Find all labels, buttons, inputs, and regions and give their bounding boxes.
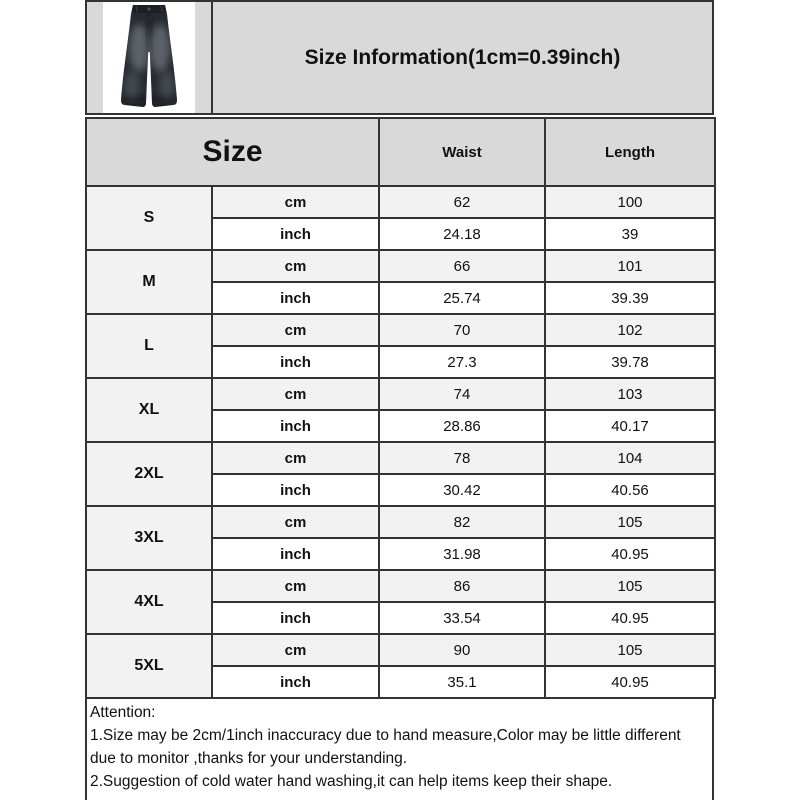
waist-inch-value: 25.74: [379, 282, 545, 314]
unit-inch-label: inch: [212, 474, 379, 506]
size-row-cm-XL: [86, 378, 715, 410]
length-cm-value: 105: [545, 570, 715, 602]
unit-inch-label: inch: [212, 410, 379, 442]
product-photo-cell: [87, 2, 213, 113]
title-cell: [213, 2, 712, 113]
size-row-cm-5XL: [86, 634, 715, 666]
size-chart-sheet: [85, 0, 714, 800]
waist-cm-value: 66: [379, 250, 545, 282]
length-inch-value: 40.95: [545, 538, 715, 570]
length-cm-value: 105: [545, 506, 715, 538]
size-label-4XL: 4XL: [86, 570, 212, 634]
length-cm-value: 103: [545, 378, 715, 410]
unit-cm-label: cm: [212, 506, 379, 538]
unit-cm-label: cm: [212, 186, 379, 218]
length-cm-value: 102: [545, 314, 715, 346]
length-inch-value: 40.56: [545, 474, 715, 506]
length-header: Length: [545, 118, 715, 186]
jeans-product-photo-icon: [103, 2, 195, 113]
waist-cm-value: 78: [379, 442, 545, 474]
length-inch-value: 40.17: [545, 410, 715, 442]
unit-inch-label: inch: [212, 282, 379, 314]
size-row-cm-2XL: [86, 442, 715, 474]
waist-inch-value: 35.1: [379, 666, 545, 698]
size-label-3XL: 3XL: [86, 506, 212, 570]
unit-inch-label: inch: [212, 666, 379, 698]
unit-inch-label: inch: [212, 346, 379, 378]
waist-cm-value: 74: [379, 378, 545, 410]
attention-line-2: 2.Suggestion of cold water hand washing,it can help items keep their shape.: [90, 773, 613, 790]
attention-heading: Attention:: [90, 704, 156, 721]
unit-cm-label: cm: [212, 570, 379, 602]
table-header-row: [86, 118, 715, 186]
unit-cm-label: cm: [212, 442, 379, 474]
unit-inch-label: inch: [212, 218, 379, 250]
waist-cm-value: 70: [379, 314, 545, 346]
size-label-M: M: [86, 250, 212, 314]
attention-box: [85, 699, 714, 800]
length-inch-value: 40.95: [545, 666, 715, 698]
length-inch-value: 39: [545, 218, 715, 250]
waist-cm-value: 90: [379, 634, 545, 666]
page-title: Size Information(1cm=0.39inch): [304, 45, 621, 69]
size-row-cm-S: [86, 186, 715, 218]
length-cm-value: 100: [545, 186, 715, 218]
size-label-2XL: 2XL: [86, 442, 212, 506]
waist-cm-value: 82: [379, 506, 545, 538]
product-photo-frame: [103, 2, 195, 113]
unit-cm-label: cm: [212, 634, 379, 666]
length-inch-value: 40.95: [545, 602, 715, 634]
waist-inch-value: 30.42: [379, 474, 545, 506]
length-cm-value: 104: [545, 442, 715, 474]
size-row-cm-3XL: [86, 506, 715, 538]
waist-header: Waist: [379, 118, 545, 186]
size-row-cm-M: [86, 250, 715, 282]
waist-inch-value: 33.54: [379, 602, 545, 634]
size-row-cm-L: [86, 314, 715, 346]
waist-cm-value: 62: [379, 186, 545, 218]
waist-inch-value: 31.98: [379, 538, 545, 570]
size-row-cm-4XL: [86, 570, 715, 602]
unit-cm-label: cm: [212, 378, 379, 410]
attention-line-1: 1.Size may be 2cm/1inch inaccuracy due to hand measure,Color may be little different due to monitor ,thanks for your understanding.: [90, 727, 681, 767]
size-label-XL: XL: [86, 378, 212, 442]
waist-inch-value: 28.86: [379, 410, 545, 442]
size-table: [85, 117, 716, 699]
unit-inch-label: inch: [212, 538, 379, 570]
waist-cm-value: 86: [379, 570, 545, 602]
length-cm-value: 105: [545, 634, 715, 666]
size-label-L: L: [86, 314, 212, 378]
waist-inch-value: 24.18: [379, 218, 545, 250]
size-label-S: S: [86, 186, 212, 250]
size-header: Size: [86, 118, 379, 186]
size-label-5XL: 5XL: [86, 634, 212, 698]
length-inch-value: 39.39: [545, 282, 715, 314]
length-inch-value: 39.78: [545, 346, 715, 378]
length-cm-value: 101: [545, 250, 715, 282]
top-banner: [85, 0, 714, 115]
unit-inch-label: inch: [212, 602, 379, 634]
unit-cm-label: cm: [212, 250, 379, 282]
waist-inch-value: 27.3: [379, 346, 545, 378]
unit-cm-label: cm: [212, 314, 379, 346]
